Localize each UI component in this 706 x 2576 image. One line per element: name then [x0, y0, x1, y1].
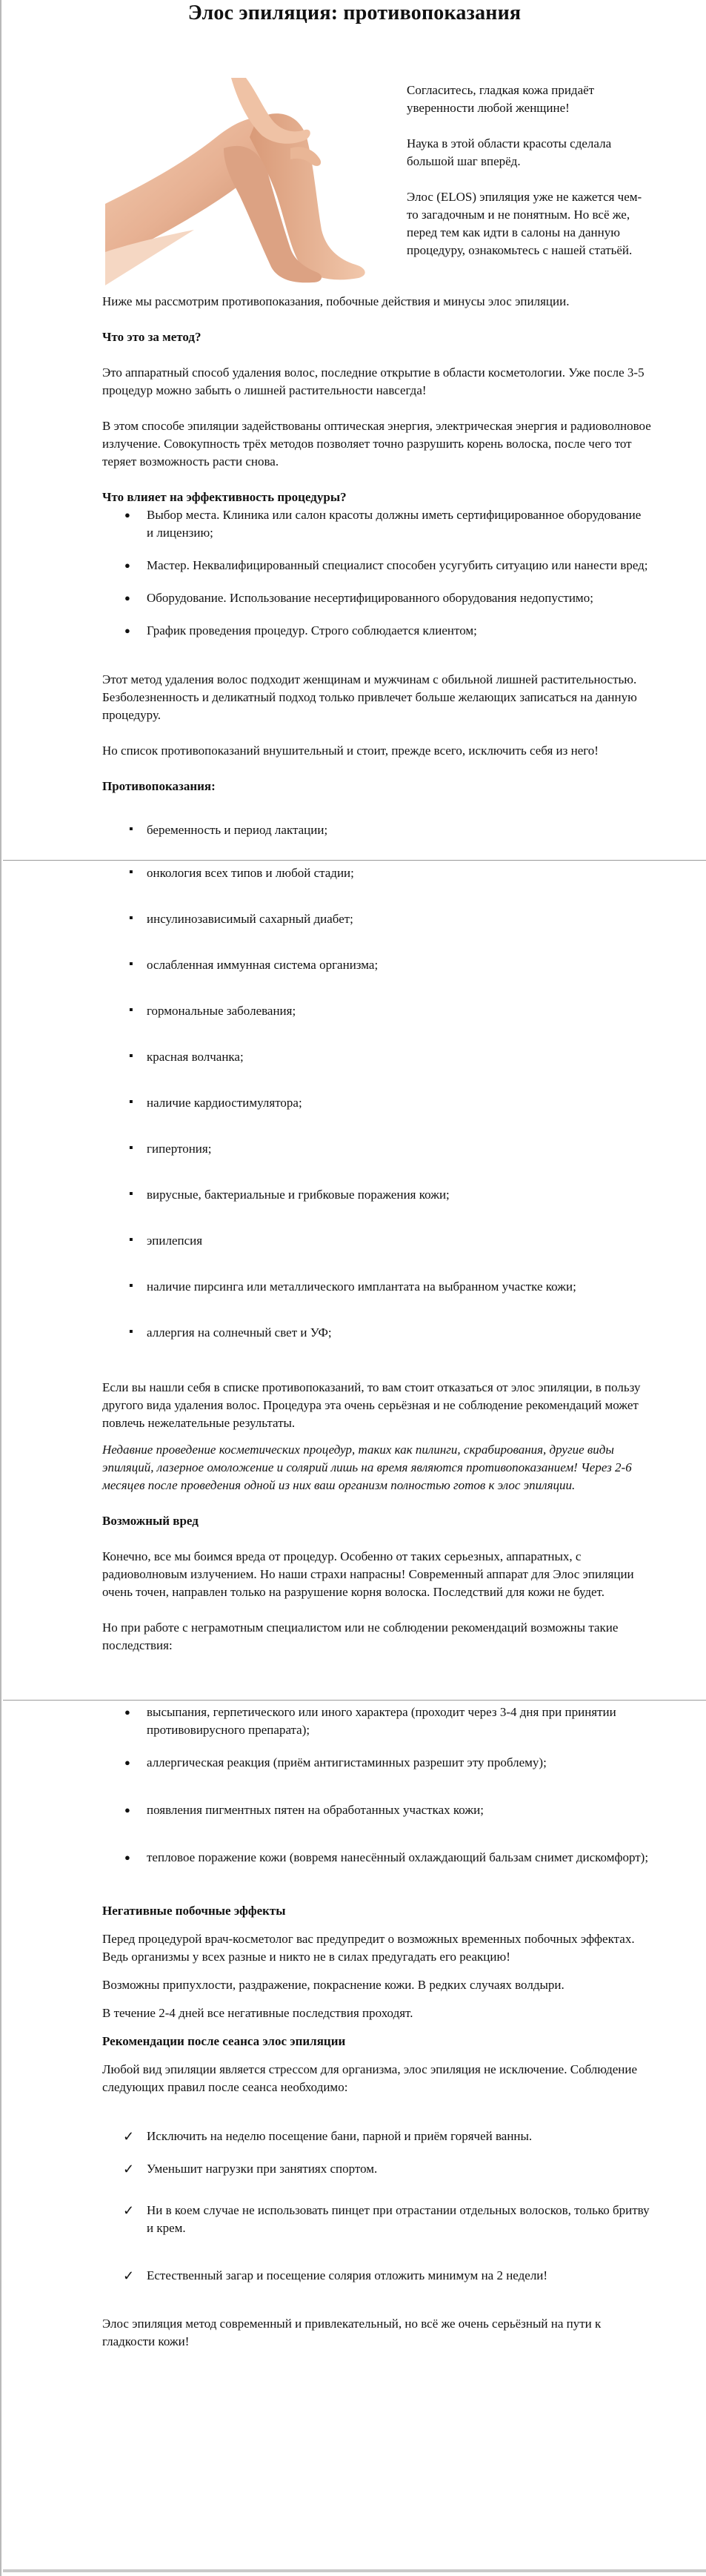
list-item: ● График проведения процедур. Строго соблюдается клиентом;: [147, 622, 650, 640]
section-suits: [102, 671, 652, 795]
heading-recommendations: Рекомендации после сеанса элос эпиляции: [102, 2034, 346, 2048]
list-item: ▪ вирусные, бактериальные и грибковые поражения кожи;: [147, 1186, 650, 1204]
section-side-effects: [102, 1902, 652, 2096]
heading-contraindications: Противопоказания:: [102, 779, 216, 793]
page-break: [3, 1700, 706, 1701]
list-item: ▪ аллергия на солнечный свет и УФ;: [147, 1324, 650, 1342]
side-paragraph: Возможны припухлости, раздражение, покраснение кожи. В редких случаях волдыри.: [102, 1978, 565, 1992]
list-item: ● Мастер. Неквалифицированный специалист способен усугубить ситуацию или нанести вред;: [147, 557, 650, 575]
contra-intro-paragraph: Но список противопоказаний внушительный и стоит, прежде всего, исключить себя из него!: [102, 744, 599, 758]
contraindications-list: [147, 821, 650, 839]
intro-paragraph: Элос (ELOS) эпиляция уже не кажется чем-то загадочным и не понятным. Но всё же, перед тем как идти в салоны на данную процедуру, ознакомьтесь с нашей статьёй.: [407, 190, 642, 257]
list-item: ▪ беременность и период лактации;: [147, 821, 650, 839]
intro-right-column: [407, 82, 651, 259]
list-item: ▪ онкология всех типов и любой стадии;: [147, 864, 650, 882]
list-item: ▪ гормональные заболевания;: [147, 1002, 650, 1020]
list-item: ▪ эпилепсия: [147, 1232, 650, 1250]
list-item: ✓ Ни в коем случае не использовать пинцет при отрастании отдельных волосков, только бритву и крем.: [147, 2202, 650, 2237]
section-final: [102, 2315, 652, 2351]
side-paragraph: Перед процедурой врач-косметолог вас предупредит о возможных временных побочных эффектах. Ведь организмы у всех разные и никто не в силах предугадать его реакцию!: [102, 1932, 635, 1964]
harm-list: [147, 1703, 650, 1867]
contraindications-list-continued: [147, 864, 650, 1342]
list-item: ● аллергическая реакция (приём антигистаминных разрешит эту проблему);: [147, 1754, 650, 1772]
list-item: ✓ Естественный загар и посещение солярия отложить минимум на 2 недели!: [147, 2267, 650, 2285]
reco-paragraph: Любой вид эпиляции является стрессом для организма, элос эпиляция не исключение. Соблюдение следующих правил после сеанса необходимо:: [102, 2062, 638, 2094]
list-item: ● Выбор места. Клиника или салон красоты должны иметь сертифицированное оборудование и лицензию;: [147, 506, 650, 542]
heading-efficiency: Что влияет на эффективность процедуры?: [102, 490, 347, 504]
italic-note: Недавние проведение косметических процедур, таких как пилинги, скрабирования, другие виды эпиляций, лазерное омоложение и солярий лишь на время являются противопоказанием! Через 2-6 месяцев после проведения одной из них ваш организм полностью готов к элос эпиляции.: [102, 1443, 632, 1492]
list-item: ● появления пигментных пятен на обработанных участках кожи;: [147, 1801, 650, 1819]
list-item: ✓ Исключить на неделю посещение бани, парной и приём горячей ванны.: [147, 2128, 650, 2145]
list-item: ▪ красная волчанка;: [147, 1048, 650, 1066]
final-paragraph: Элос эпиляция метод современный и привлекательный, но всё же очень серьёзный на пути к гладкости кожи!: [102, 2317, 602, 2348]
list-item: ✓ Уменьшит нагрузки при занятиях спортом.: [147, 2160, 650, 2178]
list-item: ▪ гипертония;: [147, 1140, 650, 1158]
list-item: ▪ инсулинозависимый сахарный диабет;: [147, 910, 650, 928]
method-paragraph: В этом способе эпиляции задействованы оптическая энергия, электрическая энергия и радиоволновое излучение. Совокупность трёх методов позволяет точно разрушить корень волоска, после чего тот теряет возможность расти снова.: [102, 419, 651, 468]
if-found-paragraph: Если вы нашли себя в списке противопоказаний, то вам стоит отказаться от элос эпиляции, в пользу другого вида удаления волос. Процедура эта очень серьёзная и не соблюдение рекомендаций может повлечь нежелательные результаты.: [102, 1380, 641, 1430]
list-item: ▪ ослабленная иммунная система организма;: [147, 956, 650, 974]
page-break: [3, 860, 706, 861]
list-item: ● Оборудование. Использование несертифицированного оборудования недопустимо;: [147, 589, 650, 607]
page-bottom-edge: [3, 2569, 706, 2572]
list-item: ▪ наличие кардиостимулятора;: [147, 1094, 650, 1112]
intro-line: Ниже мы рассмотрим противопоказания, побочные действия и минусы элос эпиляции.: [102, 294, 570, 308]
recommendations-list: [147, 2128, 650, 2285]
list-item: ● высыпания, герпетического или иного характера (проходит через 3-4 дня при принятии противовирусного препарата);: [147, 1703, 650, 1739]
suits-paragraph: Этот метод удаления волос подходит женщинам и мужчинам с обильной лишней растительностью. Безболезненность и деликатный подход только привлечет больше желающих записаться на данную процедуру.: [102, 672, 637, 722]
page-title: Элос эпиляция: противопоказания: [187, 1, 522, 24]
list-item: ● тепловое поражение кожи (вовремя нанесённый охлаждающий бальзам снимет дискомфорт);: [147, 1849, 650, 1867]
legs-illustration: [105, 78, 390, 285]
harm-paragraph: Но при работе с неграмотным специалистом или не соблюдении рекомендаций возможны такие последствия:: [102, 1620, 619, 1652]
method-paragraph: Это аппаратный способ удаления волос, последние открытие в области косметологии. Уже после 3-5 процедур можно забыть о лишней растительности навсегда!: [102, 365, 645, 397]
list-item: ▪ наличие пирсинга или металлического имплантата на выбранном участке кожи;: [147, 1278, 650, 1296]
heading-side-effects: Негативные побочные эффекты: [102, 1904, 286, 1918]
section-intro: [102, 293, 652, 506]
side-paragraph: В течение 2-4 дней все негативные последствия проходят.: [102, 2006, 413, 2020]
intro-paragraph: Согласитесь, гладкая кожа придаёт уверенности любой женщине!: [407, 83, 595, 115]
efficiency-list: [147, 506, 650, 640]
section-harm: [102, 1379, 652, 1655]
intro-paragraph: Наука в этой области красоты сделала большой шаг вперёд.: [407, 136, 612, 168]
heading-method: Что это за метод?: [102, 330, 202, 344]
heading-possible-harm: Возможный вред: [102, 1514, 199, 1528]
harm-paragraph: Конечно, все мы боимся вреда от процедур. Особенно от таких серьезных, аппаратных, с радиоволновым излучением. Но наши страхи напрасны! Современный аппарат для Элос эпиляции очень точен, направлен только на разрушение корня волоска. Последствий для кожи не будет.: [102, 1549, 634, 1599]
